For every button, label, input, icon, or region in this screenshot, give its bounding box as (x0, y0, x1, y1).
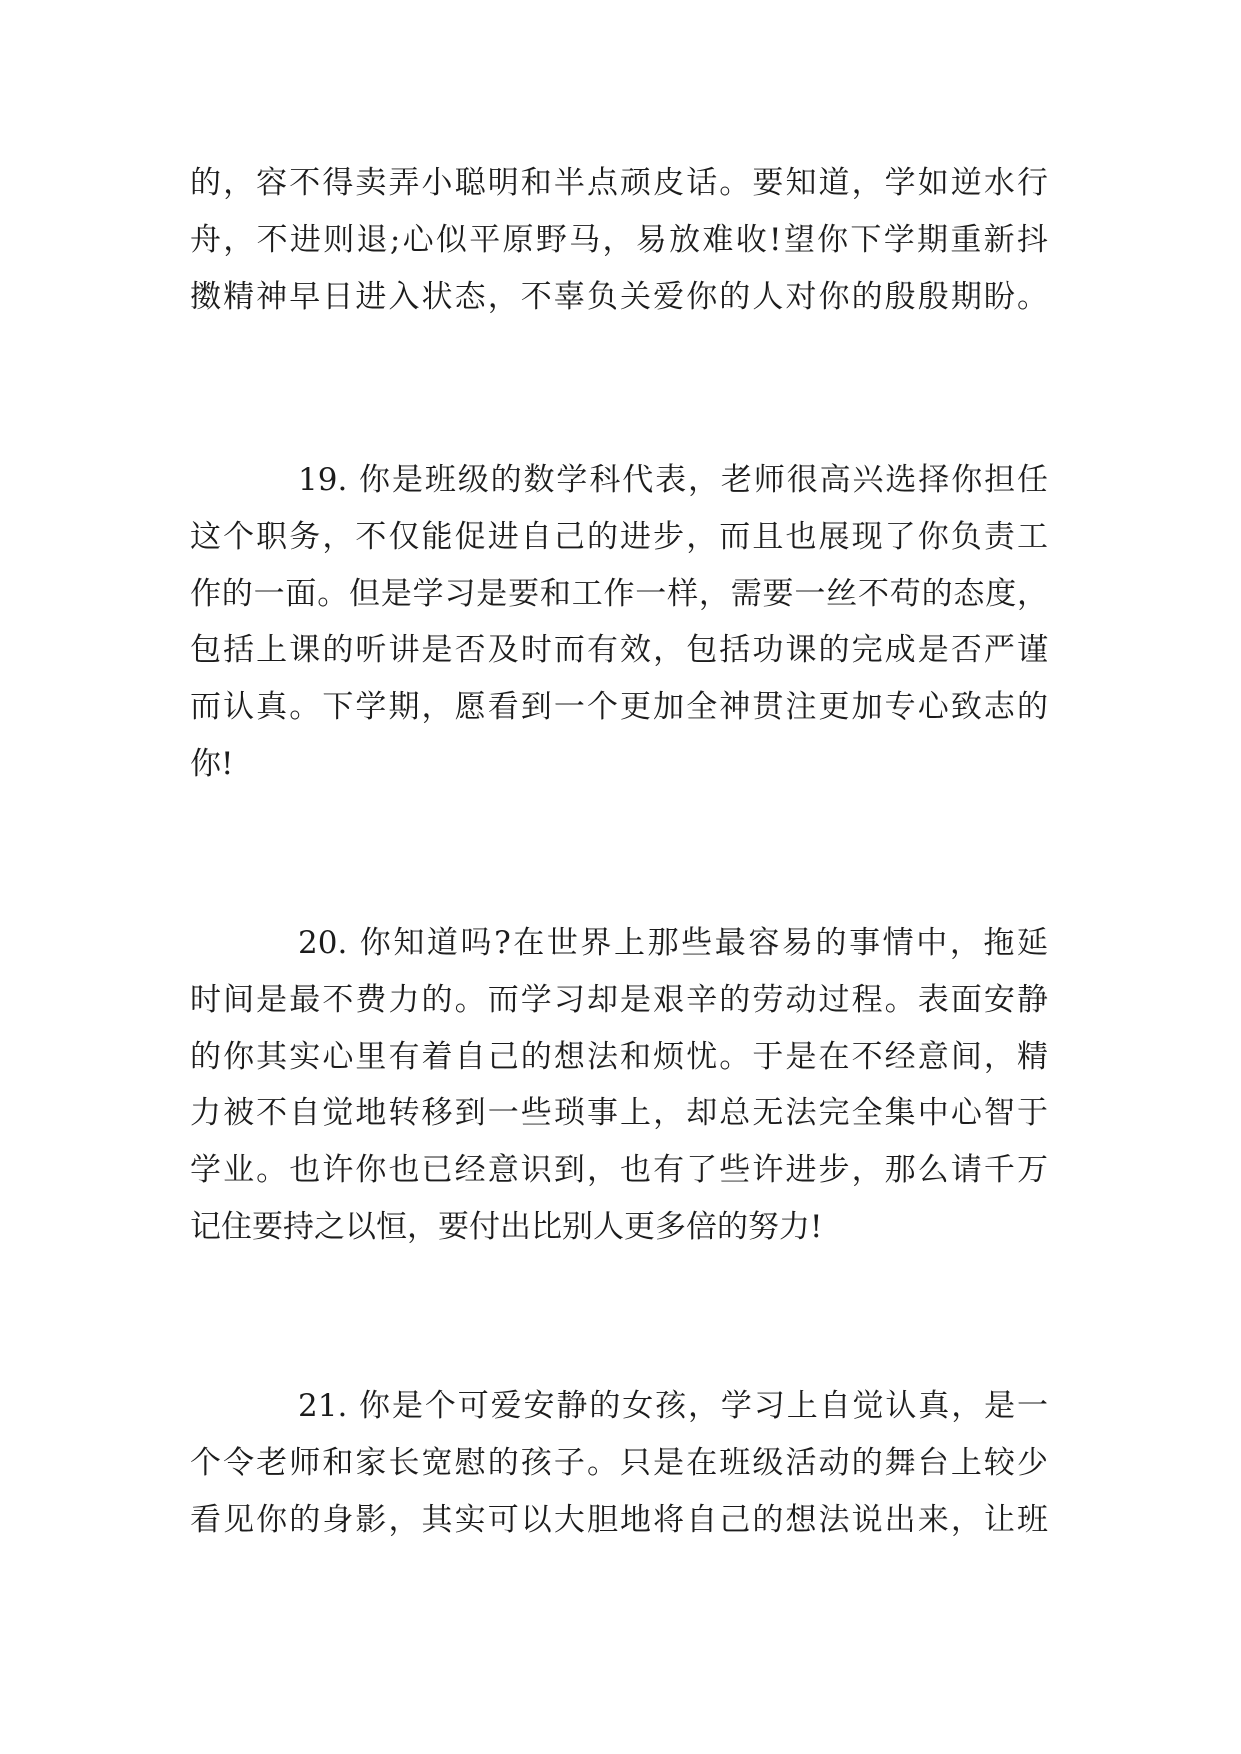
paragraph-last-line: 你! (190, 745, 234, 782)
text-line: 学业。也许你也已经意识到，也有了些许进步，那么请千万 (190, 1152, 1048, 1189)
text-line: 时间是最不费力的。而学习却是艰辛的劳动过程。表面安静 (190, 981, 1048, 1018)
paragraph-19 (190, 452, 1048, 793)
paragraph-21 (190, 1378, 1048, 1548)
text-line: 个令老师和家长宽慰的孩子。只是在班级活动的舞台上较少 (190, 1444, 1048, 1481)
paragraph-first-line: 21. 你是个可爱安静的女孩，学习上自觉认真，是一 (298, 1388, 1048, 1424)
text-line: 而认真。下学期，愿看到一个更加全神贯注更加专心致志的 (190, 689, 1048, 726)
text-line: 作的一面。但是学习是要和工作一样，需要一丝不苟的态度， (190, 575, 1048, 612)
text-line: 的你其实心里有着自己的想法和烦忧。于是在不经意间，精 (190, 1038, 1048, 1075)
paragraph-first-line: 20. 你知道吗?在世界上那些最容易的事情中，拖延 (298, 925, 1048, 961)
text-line: 看见你的身影，其实可以大胆地将自己的想法说出来，让班 (190, 1501, 1048, 1538)
text-line: 擞精神早日进入状态，不辜负关爱你的人对你的殷殷期盼。 (190, 278, 1048, 315)
paragraph-first-line: 19. 你是班级的数学科代表，老师很高兴选择你担任 (298, 462, 1048, 498)
text-line: 力被不自觉地转移到一些琐事上，却总无法完全集中心智于 (190, 1095, 1048, 1132)
text-line: 的，容不得卖弄小聪明和半点顽皮话。要知道，学如逆水行 (190, 165, 1048, 201)
paragraph-20 (190, 915, 1048, 1256)
paragraph-last-line: 记住要持之以恒，要付出比别人更多倍的努力! (190, 1208, 823, 1245)
text-line: 舟，不进则退;心似平原野马，易放难收!望你下学期重新抖 (190, 221, 1048, 258)
paragraph-continuation (190, 155, 1048, 325)
text-line: 这个职务，不仅能促进自己的进步，而且也展现了你负责工 (190, 518, 1048, 555)
text-line: 包括上课的听讲是否及时而有效，包括功课的完成是否严谨 (190, 632, 1048, 669)
